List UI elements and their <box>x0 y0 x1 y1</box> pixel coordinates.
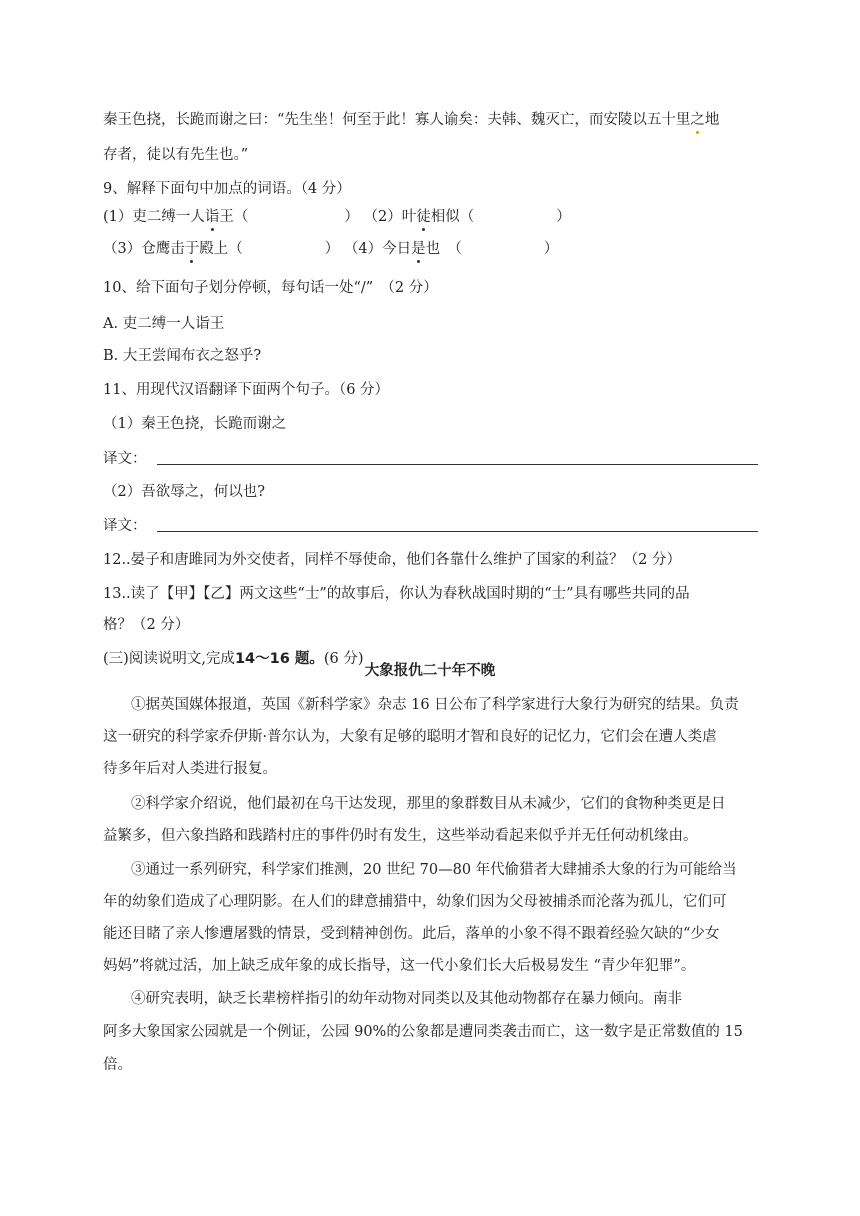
q10-stem: 10、给下面句子划分停顿，每句话一处“/” （2 分） <box>103 280 438 296</box>
paragraph-4-line: 阿多大象国家公园就是一个例证，公园 90%的公象都是遭同类袭击而亡，这一数字是正常数值的 15 <box>103 1024 743 1040</box>
q13-line-1: 13..读了【甲】【乙】两文这些“士”的故事后，你认为春秋战国时期的“士”具有哪些共同的品 <box>103 586 690 602</box>
article-title: 大象报仇二十年不晚 <box>364 663 496 679</box>
dotted-char: 徒 <box>416 209 431 225</box>
paragraph-3-line: 能还目睹了亲人惨遭屠戮的情景，受到精神创伤。此后，落单的小象不得不跟着经验欠缺的“少女 <box>103 926 720 942</box>
paragraph-4-line: ④研究表明，缺乏长辈榜样指引的幼年动物对同类以及其他动物都存在暴力倾向。南非 <box>131 991 682 1007</box>
q11-label-2: 译文： <box>103 518 147 534</box>
q13-line-2: 格？（2 分） <box>103 617 190 633</box>
paragraph-3-line: ③通过一系列研究，科学家们推测，20 世纪 70—80 年代偷猎者大肆捕杀大象的行为可能给当 <box>131 862 737 878</box>
q10-option-a: A. 吏二缚一人诣王 <box>103 316 225 332</box>
q11-label-1: 译文： <box>103 451 147 467</box>
q11-sentence-1: （1）秦王色挠，长跪而谢之 <box>103 416 287 432</box>
paragraph-1-line: ①据英国媒体报道，英国《新科学家》杂志 16 日公布了科学家进行大象行为研究的结果。负责 <box>131 697 739 713</box>
section-heading: (三)阅读说明文,完成14～16 题。(6 分) <box>103 651 364 667</box>
paragraph-1-line: 这一研究的科学家乔伊斯·普尔认为，大象有足够的聪明才智和良好的记忆力，它们会在遭人类虐 <box>103 729 717 745</box>
paragraph-1-line: 待多年后对人类进行报复。 <box>103 761 277 777</box>
q11-sentence-2: （2）吾欲辱之，何以也? <box>103 484 265 500</box>
q11-stem: 11、用现代汉语翻译下面两个句子。（6 分） <box>103 382 390 398</box>
paragraph-4-line: 倍。 <box>103 1057 132 1073</box>
paragraph-2-line: ②科学家介绍说，他们最初在乌干达发现，那里的象群数目从未减少，它们的食物种类更是日 <box>131 796 726 812</box>
dotted-char: 之 <box>690 112 705 128</box>
dotted-char: 于 <box>184 241 200 257</box>
q9-row-1: (1）吏二缚一人诣王（ ） （2）叶徒相似（ ） <box>103 209 571 225</box>
q9-row-2: （3）仓鹰击于殿上（ ） （4）今日是也 （ ） <box>103 241 559 257</box>
paragraph-3-line: 年的幼象们造成了心理阴影。在人们的肆意捕猎中，幼象们因为父母被捕杀而沦落为孤儿，它们可 <box>103 894 727 910</box>
dotted-char: 是 <box>411 241 426 257</box>
translation-answer-line[interactable] <box>157 464 758 465</box>
paragraph-3-line: 妈妈”将就过活，加上缺乏成年象的成长指导，这一代小象们长大后极易发生 “青少年犯罪”。 <box>103 958 696 974</box>
passage-line-2: 存者，徒以有先生也。” <box>103 147 249 163</box>
paragraph-2-line: 益繁多，但六象挡路和践踏村庄的事件仍时有发生，这些举动看起来似乎并无任何动机缘由。 <box>103 828 698 844</box>
dotted-char: 诣 <box>204 209 220 225</box>
q9-stem: 9、解释下面句中加点的词语。（4 分） <box>103 181 351 197</box>
q12: 12..晏子和唐雎同为外交使者，同样不辱使命，他们各靠什么维护了国家的利益？（2 分） <box>103 552 682 568</box>
passage-line-1: 秦王色挠，长跪而谢之曰：“先生坐！何至于此！寡人谕矣：夫韩、魏灭亡，而安陵以五十里之地 <box>103 112 720 128</box>
translation-answer-line[interactable] <box>157 531 758 532</box>
q10-option-b: B. 大王尝闻布衣之怒乎? <box>103 348 262 364</box>
